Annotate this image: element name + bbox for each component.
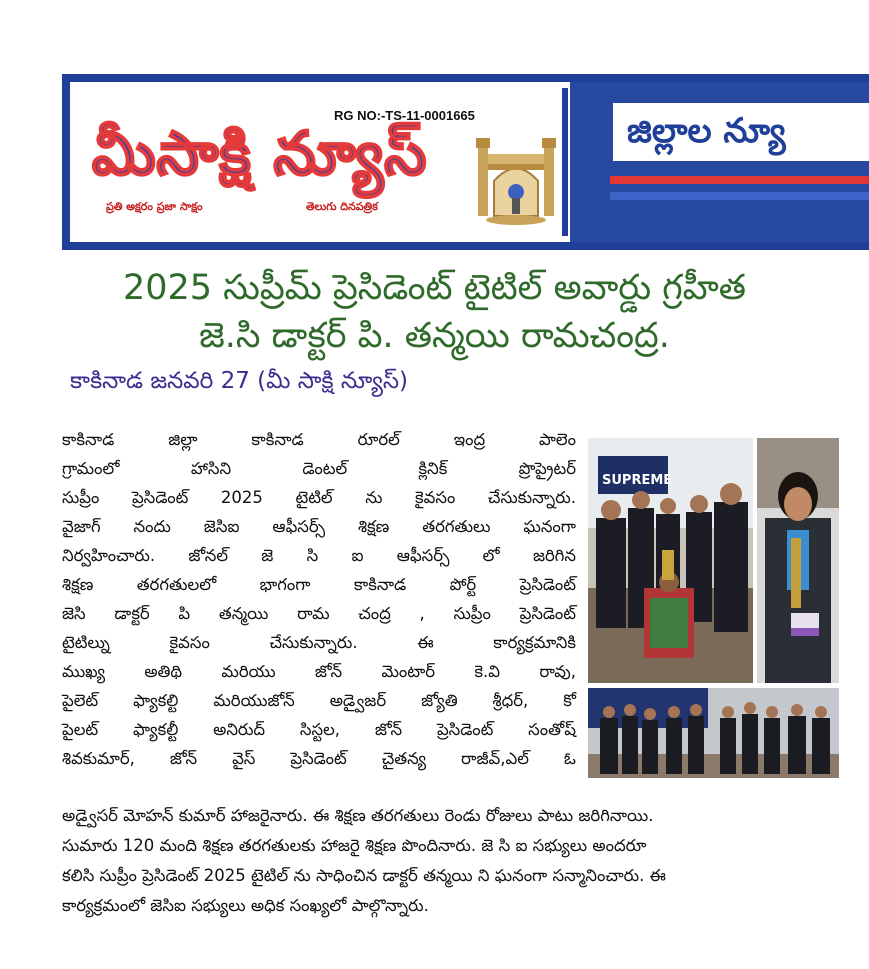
headline-line-1: 2025 సుప్రీమ్ ప్రెసిడెంట్ టైటిల్ అవార్డు గ్రహీత — [122, 268, 747, 308]
masthead-inner — [70, 82, 869, 242]
headline-line-2: జె.సి డాక్టర్ పి. తన్మయి రామచంద్ర. — [199, 316, 670, 356]
article-line: జెసి డాక్టర్ పి తన్మయి రామ చంద్ర , సుప్రీం ప్రెసిడెంట్ — [62, 604, 576, 623]
newspaper-logo — [76, 88, 568, 236]
district-news-banner — [610, 100, 869, 164]
article-line: టైటిల్ను కైవసం చేసుకున్నారు. ఈ కార్యక్రమానికి — [62, 633, 576, 652]
article-line: నిర్వహించారు. జోనల్ జె సి ఐ ఆఫీసర్స్ లో జరిగిన — [62, 546, 576, 565]
red-stripe — [610, 192, 869, 200]
article-line: పైలెట్ ఫ్యాకల్టి మరియుజోన్ అడ్వైజర్ జ్యోతి శ్రీధర్, కో — [62, 691, 576, 710]
article-line: శివకుమార్, జోన్ వైస్ ప్రెసిడెంట్ చైతన్య రాజీవ్,ఎల్ ఓ — [62, 749, 576, 768]
article-line: పైలట్ ఫ్యాకల్టీ అనిరుద్ సిస్టల, జోన్ ప్రెసిడెంట్ సంతోష్ — [62, 720, 576, 739]
stage-banner-text: SUPREME — [602, 473, 673, 488]
article-line: సుమారు 120 మంది శిక్షణ తరగతులకు హాజరై శిక్షణ పొందినారు. జె సి ఐ సభ్యులు అందరూ — [62, 836, 647, 855]
dateline: కాకినాడ జనవరి 27 (మీ సాక్షి న్యూస్) — [70, 368, 408, 394]
award-ceremony-photo — [588, 438, 753, 683]
article-line: శిక్షణ తరగతులలో భాగంగా కాకినాడ పోర్ట్ ప్రెసిడెంట్ — [62, 575, 576, 594]
article-line: అడ్వైసర్ మోహన్ కుమార్ హాజరైనారు. ఈ శిక్షణ తరగతులు రెండు రోజులు పాటు జరిగినాయి. — [62, 806, 654, 825]
red-stripe — [610, 176, 869, 184]
newspaper-subtitle: తెలుగు దినపత్రిక — [306, 200, 378, 213]
registration-number: RG NO:-TS-11-0001665 — [334, 108, 475, 123]
article-line: సుప్రీం ప్రెసిడెంట్ 2025 టైటిల్ ను కైవసం చేసుకున్నారు. — [62, 488, 576, 507]
group-photo — [588, 688, 839, 778]
newspaper-title: మీసాక్షి న్యూస్ — [92, 119, 428, 189]
article-line: వైజాగ్ నందు జెసిఐ ఆఫీసర్స్ శిక్షణ తరగతులు ఘనంగా — [62, 517, 576, 536]
newspaper-tagline: ప్రతి అక్షరం ప్రజా సాక్షం — [106, 200, 203, 213]
district-news-panel — [570, 82, 869, 242]
award-winner-photo — [757, 438, 839, 683]
article-line: ముఖ్య అతిథి మరియు జోన్ మెంటార్ కె.వి రావు, — [62, 662, 576, 681]
article-line: కార్యక్రమంలో జెసిఐ సభ్యులు అధిక సంఖ్యలో పాల్గొన్నారు. — [62, 896, 429, 915]
article-line: కలిసి సుప్రీం ప్రెసిడెంట్ 2025 టైటిల్ ను సాధించిన డాక్టర్ తన్మయి ని ఘనంగా సన్మానించారు. ఈ — [62, 866, 666, 885]
district-news-label: జిల్లాల న్యూ — [627, 111, 786, 151]
masthead — [62, 74, 869, 250]
article-line: గ్రామంలో హాసిని డెంటల్ క్లినిక్ ప్రొప్రైటర్ — [62, 459, 576, 478]
charminar-emblem-icon — [474, 126, 558, 226]
article-line: కాకినాడ జిల్లా కాకినాడ రూరల్ ఇంద్ర పాలెం — [62, 430, 576, 449]
